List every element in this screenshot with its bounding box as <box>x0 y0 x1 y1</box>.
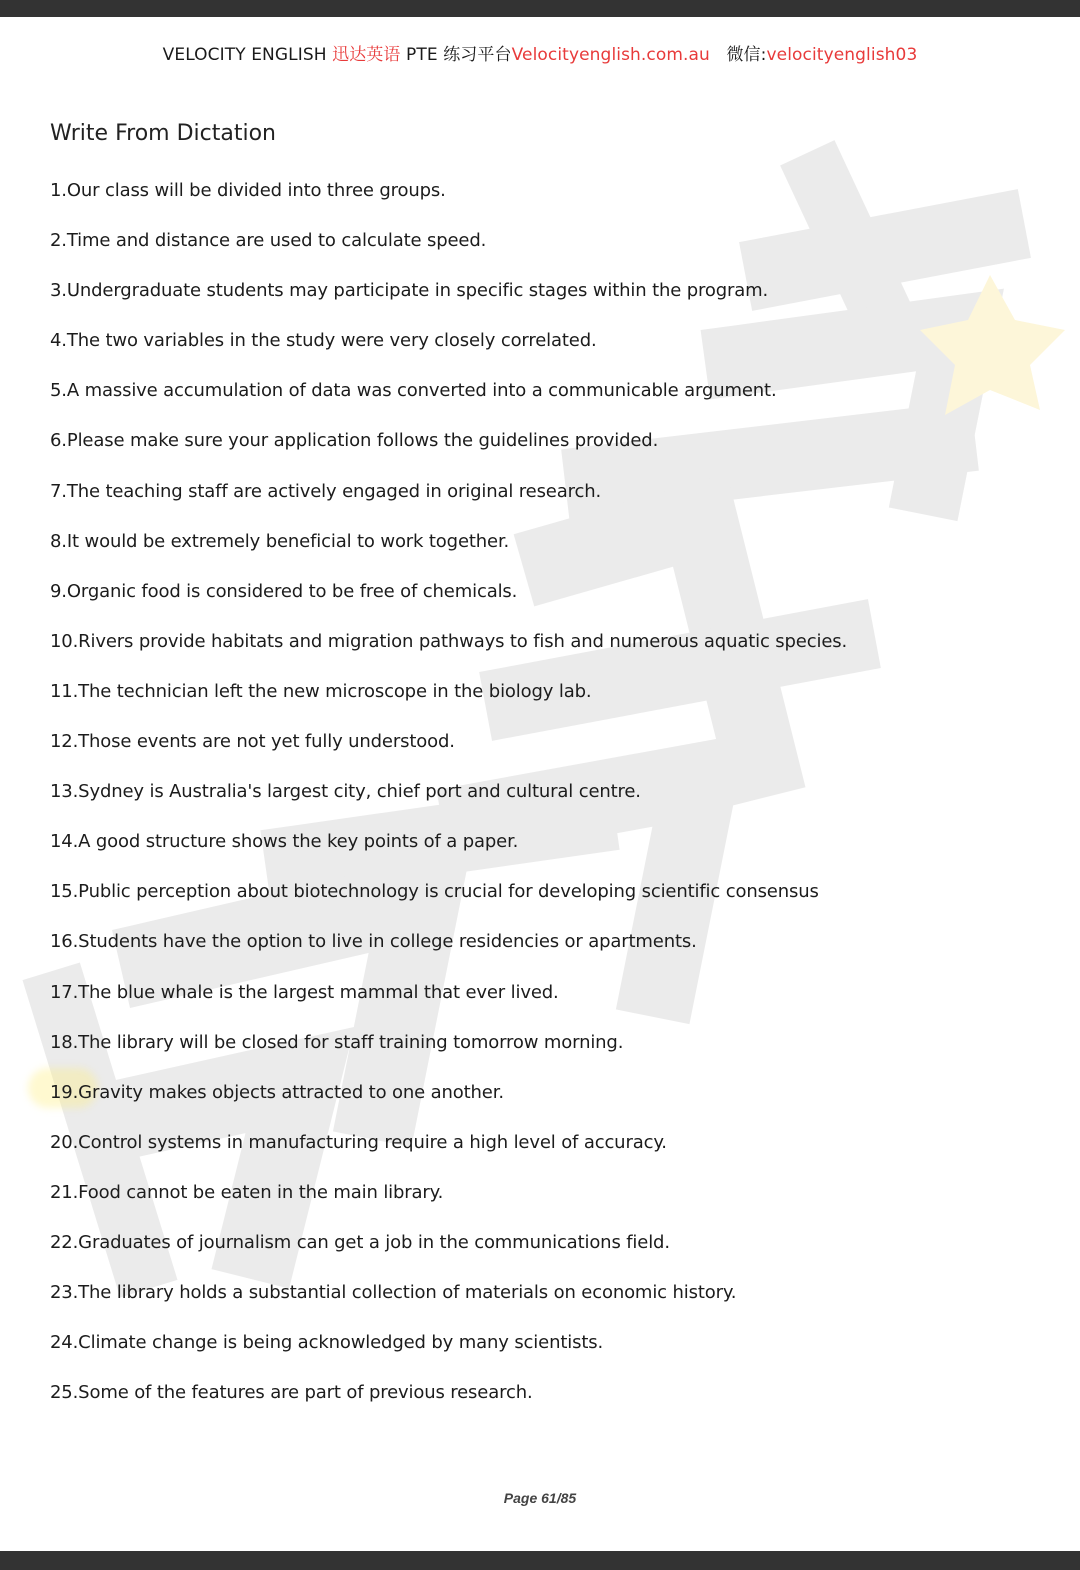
list-item: 1.Our class will be divided into three groups. <box>50 180 446 201</box>
list-item: 15.Public perception about biotechnology is crucial for developing scientific consensus <box>50 881 819 903</box>
list-item: 3.Undergraduate students may participate in specific stages within the program. <box>50 280 769 302</box>
list-item: 24.Climate change is being acknowledged by many scientists. <box>50 1332 604 1354</box>
list-item: 7.The teaching staff are actively engaged in original research. <box>50 480 602 502</box>
list-item: 20.Control systems in manufacturing require a high level of accuracy. <box>50 1131 667 1153</box>
list-item: 13.Sydney is Australia's largest city, chief port and cultural centre. <box>50 781 641 803</box>
bottom-bar <box>0 1551 1080 1570</box>
list-item: 23.The library holds a substantial collection of materials on economic history. <box>50 1282 737 1304</box>
website-link[interactable]: Velocityenglish.com.au <box>511 45 710 65</box>
list-item: 10.Rivers provide habitats and migration pathways to fish and numerous aquatic species. <box>50 630 848 652</box>
brand-english: VELOCITY ENGLISH <box>162 45 327 65</box>
page-number: Page 61/85 <box>503 1490 577 1506</box>
platform-label: PTE 练习平台 <box>406 45 512 65</box>
list-item: 18.The library will be closed for staff training tomorrow morning. <box>50 1031 624 1053</box>
list-item: 19.Gravity makes objects attracted to one another. <box>50 1081 504 1103</box>
dictation-list <box>50 178 1030 1430</box>
list-item: 25.Some of the features are part of previous research. <box>50 1382 533 1404</box>
list-item: 22.Graduates of journalism can get a job in the communications field. <box>50 1231 670 1253</box>
list-item: 8.It would be extremely beneficial to work together. <box>50 530 510 552</box>
list-item: 2.Time and distance are used to calculate speed. <box>50 230 487 252</box>
list-item: 4.The two variables in the study were very closely correlated. <box>50 330 597 352</box>
top-bar <box>0 0 1080 17</box>
page-header <box>0 44 1080 66</box>
document-title: Write From Dictation <box>50 121 276 146</box>
list-item: 16.Students have the option to live in college residencies or apartments. <box>50 931 697 953</box>
list-item: 14.A good structure shows the key points of a paper. <box>50 831 519 853</box>
list-item: 5.A massive accumulation of data was converted into a communicable argument. <box>50 380 777 402</box>
list-item: 11.The technician left the new microscope in the biology lab. <box>50 680 592 702</box>
list-item: 17.The blue whale is the largest mammal that ever lived. <box>50 981 559 1003</box>
brand-chinese: 迅达英语 <box>332 45 401 65</box>
list-item: 6.Please make sure your application follows the guidelines provided. <box>50 430 659 452</box>
wechat-id: velocityenglish03 <box>766 45 918 65</box>
list-item: 12.Those events are not yet fully understood. <box>50 731 455 753</box>
wechat-label: 微信: <box>726 45 767 65</box>
list-item: 21.Food cannot be eaten in the main library. <box>50 1181 444 1203</box>
list-item: 9.Organic food is considered to be free of chemicals. <box>50 580 518 602</box>
